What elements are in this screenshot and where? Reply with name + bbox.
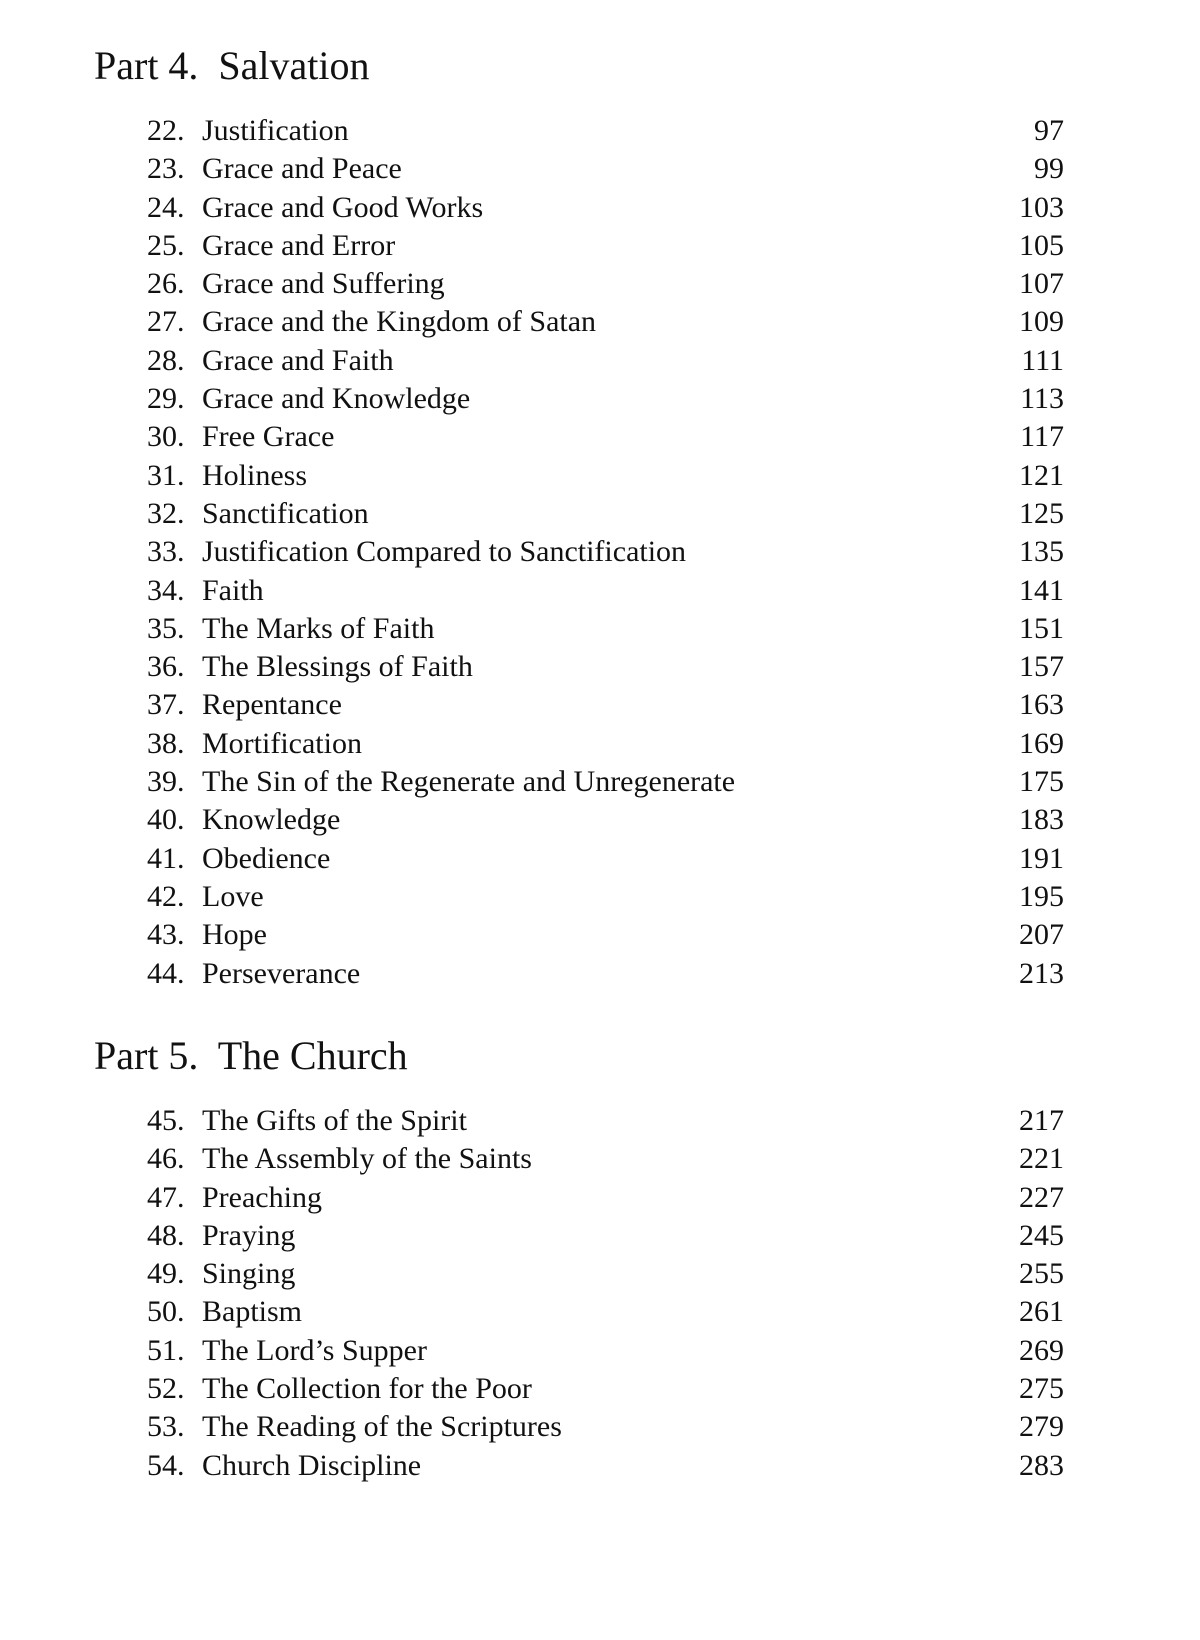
entry-title: Grace and Suffering — [202, 267, 445, 301]
entry-title: The Lord’s Supper — [202, 1333, 427, 1367]
entry-number: 52. — [147, 1372, 185, 1406]
entry-title: Faith — [202, 573, 264, 607]
entry-title: Mortification — [202, 726, 362, 760]
entry-number: 37. — [147, 688, 185, 722]
entry-number: 38. — [147, 726, 185, 760]
toc-entry[interactable] — [147, 572, 1064, 610]
toc-entry[interactable] — [147, 112, 1064, 150]
entry-title: Singing — [202, 1257, 296, 1291]
entry-page-number: 283 — [1019, 1448, 1064, 1482]
entry-number: 34. — [147, 573, 185, 607]
entry-title: The Reading of the Scriptures — [202, 1410, 562, 1444]
entry-page-number: 109 — [1019, 305, 1064, 339]
toc-entry[interactable] — [147, 189, 1064, 227]
entry-number: 23. — [147, 152, 185, 186]
toc-entry[interactable] — [147, 801, 1064, 839]
entry-title: Sanctification — [202, 496, 369, 530]
entry-title: Love — [202, 879, 264, 913]
entry-title: The Blessings of Faith — [202, 650, 473, 684]
toc-entry[interactable] — [147, 150, 1064, 188]
entry-page-number: 195 — [1019, 879, 1064, 913]
entry-number: 44. — [147, 956, 185, 990]
toc-entry[interactable] — [147, 878, 1064, 916]
entry-page-number: 107 — [1019, 267, 1064, 301]
entry-title: Hope — [202, 918, 267, 952]
entry-number: 50. — [147, 1295, 185, 1329]
entry-page-number: 113 — [1020, 382, 1064, 416]
entry-title: Grace and Faith — [202, 343, 394, 377]
toc-entry[interactable] — [147, 1370, 1064, 1408]
toc-part-the-church — [94, 1032, 1064, 1485]
entry-title: The Marks of Faith — [202, 611, 435, 645]
entry-title: Justification — [202, 114, 349, 147]
toc-entry[interactable] — [147, 1140, 1064, 1178]
toc-entry[interactable] — [147, 380, 1064, 418]
entry-title: Grace and Peace — [202, 152, 402, 186]
toc-entry[interactable] — [147, 725, 1064, 763]
entry-page-number: 151 — [1019, 611, 1064, 645]
entry-page-number: 183 — [1019, 803, 1064, 837]
entry-page-number: 261 — [1019, 1295, 1064, 1329]
toc-entry[interactable] — [147, 840, 1064, 878]
entry-title: The Gifts of the Spirit — [202, 1104, 467, 1137]
entry-title: Grace and the Kingdom of Satan — [202, 305, 597, 339]
entry-title: Grace and Knowledge — [202, 382, 471, 416]
entry-page-number: 141 — [1019, 573, 1064, 607]
entry-page-number: 221 — [1019, 1142, 1064, 1176]
entry-title: The Assembly of the Saints — [202, 1142, 532, 1176]
entry-title: Knowledge — [202, 803, 341, 837]
toc-entry[interactable] — [147, 648, 1064, 686]
entry-page-number: 217 — [1019, 1104, 1064, 1137]
toc-entry[interactable] — [147, 1293, 1064, 1331]
entry-number: 41. — [147, 841, 185, 875]
toc-entry[interactable] — [147, 265, 1064, 303]
entry-number: 28. — [147, 343, 185, 377]
toc-entry[interactable] — [147, 686, 1064, 724]
entry-title: The Sin of the Regenerate and Unregenerate — [202, 765, 736, 799]
entry-number: 47. — [147, 1180, 185, 1214]
entry-title: Baptism — [202, 1295, 303, 1329]
entry-title: Preaching — [202, 1180, 322, 1214]
part-heading: Part 4. Salvation — [94, 43, 370, 88]
toc-entry[interactable] — [147, 955, 1064, 993]
entry-number: 36. — [147, 650, 185, 684]
entry-page-number: 191 — [1019, 841, 1064, 875]
entry-number: 24. — [147, 190, 185, 224]
toc-entry[interactable] — [147, 1255, 1064, 1293]
entry-number: 53. — [147, 1410, 185, 1444]
toc-entry[interactable] — [147, 227, 1064, 265]
toc-entry[interactable] — [147, 303, 1064, 341]
part-heading: Part 5. The Church — [94, 1033, 408, 1078]
toc-entry[interactable] — [147, 457, 1064, 495]
entry-number: 30. — [147, 420, 185, 454]
entry-title: Perseverance — [202, 956, 361, 990]
entry-page-number: 275 — [1019, 1372, 1064, 1406]
entry-page-number: 163 — [1019, 688, 1064, 722]
entry-number: 29. — [147, 382, 185, 416]
entry-page-number: 175 — [1019, 765, 1064, 799]
entry-page-number: 227 — [1019, 1180, 1064, 1214]
toc-entry[interactable] — [147, 1447, 1064, 1485]
entry-title: Church Discipline — [202, 1448, 422, 1482]
entry-page-number: 121 — [1019, 458, 1064, 492]
entry-number: 27. — [147, 305, 185, 339]
toc-entry[interactable] — [147, 533, 1064, 571]
entry-number: 22. — [147, 114, 185, 147]
entry-page-number: 117 — [1020, 420, 1064, 454]
entry-page-number: 105 — [1019, 228, 1064, 262]
entry-number: 39. — [147, 765, 185, 799]
entry-title: Obedience — [202, 841, 331, 875]
entry-page-number: 245 — [1019, 1218, 1064, 1252]
toc-entry[interactable] — [147, 763, 1064, 801]
entry-title: Praying — [202, 1218, 296, 1252]
entry-page-number: 157 — [1019, 650, 1064, 684]
entry-number: 51. — [147, 1333, 185, 1367]
entry-page-number: 135 — [1019, 535, 1064, 569]
toc-entry[interactable] — [147, 342, 1064, 380]
entry-page-number: 213 — [1019, 956, 1064, 990]
toc-entry-list — [147, 1102, 1064, 1485]
entry-number: 35. — [147, 611, 185, 645]
entry-number: 32. — [147, 496, 185, 530]
entry-page-number: 125 — [1019, 496, 1064, 530]
entry-number: 43. — [147, 918, 185, 952]
entry-title: The Collection for the Poor — [202, 1372, 532, 1406]
toc-entry[interactable] — [147, 495, 1064, 533]
entry-number: 46. — [147, 1142, 185, 1176]
toc-part-salvation — [94, 42, 1064, 993]
entry-number: 25. — [147, 228, 185, 262]
entry-page-number: 269 — [1019, 1333, 1064, 1367]
toc-entry[interactable] — [147, 418, 1064, 456]
toc-entry[interactable] — [147, 610, 1064, 648]
entry-title: Justification Compared to Sanctification — [202, 535, 687, 569]
entry-number: 26. — [147, 267, 185, 301]
entry-title: Grace and Good Works — [202, 190, 484, 224]
toc-entry[interactable] — [147, 1332, 1064, 1370]
entry-number: 31. — [147, 458, 185, 492]
entry-page-number: 169 — [1019, 726, 1064, 760]
entry-page-number: 97 — [1034, 114, 1064, 147]
entry-number: 40. — [147, 803, 185, 837]
entry-number: 49. — [147, 1257, 185, 1291]
toc-entry[interactable] — [147, 1217, 1064, 1255]
entry-page-number: 99 — [1034, 152, 1064, 186]
entry-page-number: 255 — [1019, 1257, 1064, 1291]
toc-entry[interactable] — [147, 1102, 1064, 1140]
toc-entry-list — [147, 112, 1064, 993]
entry-number: 48. — [147, 1218, 185, 1252]
entry-page-number: 103 — [1019, 190, 1064, 224]
entry-title: Holiness — [202, 458, 307, 492]
entry-number: 54. — [147, 1448, 185, 1482]
entry-number: 45. — [147, 1104, 185, 1137]
toc-entry[interactable] — [147, 1408, 1064, 1446]
toc-entry[interactable] — [147, 1179, 1064, 1217]
entry-number: 33. — [147, 535, 185, 569]
entry-page-number: 207 — [1019, 918, 1064, 952]
entry-title: Free Grace — [202, 420, 335, 454]
entry-number: 42. — [147, 879, 185, 913]
entry-title: Repentance — [202, 688, 342, 722]
entry-title: Grace and Error — [202, 228, 396, 262]
toc-entry[interactable] — [147, 916, 1064, 954]
entry-page-number: 111 — [1021, 343, 1064, 377]
entry-page-number: 279 — [1019, 1410, 1064, 1444]
